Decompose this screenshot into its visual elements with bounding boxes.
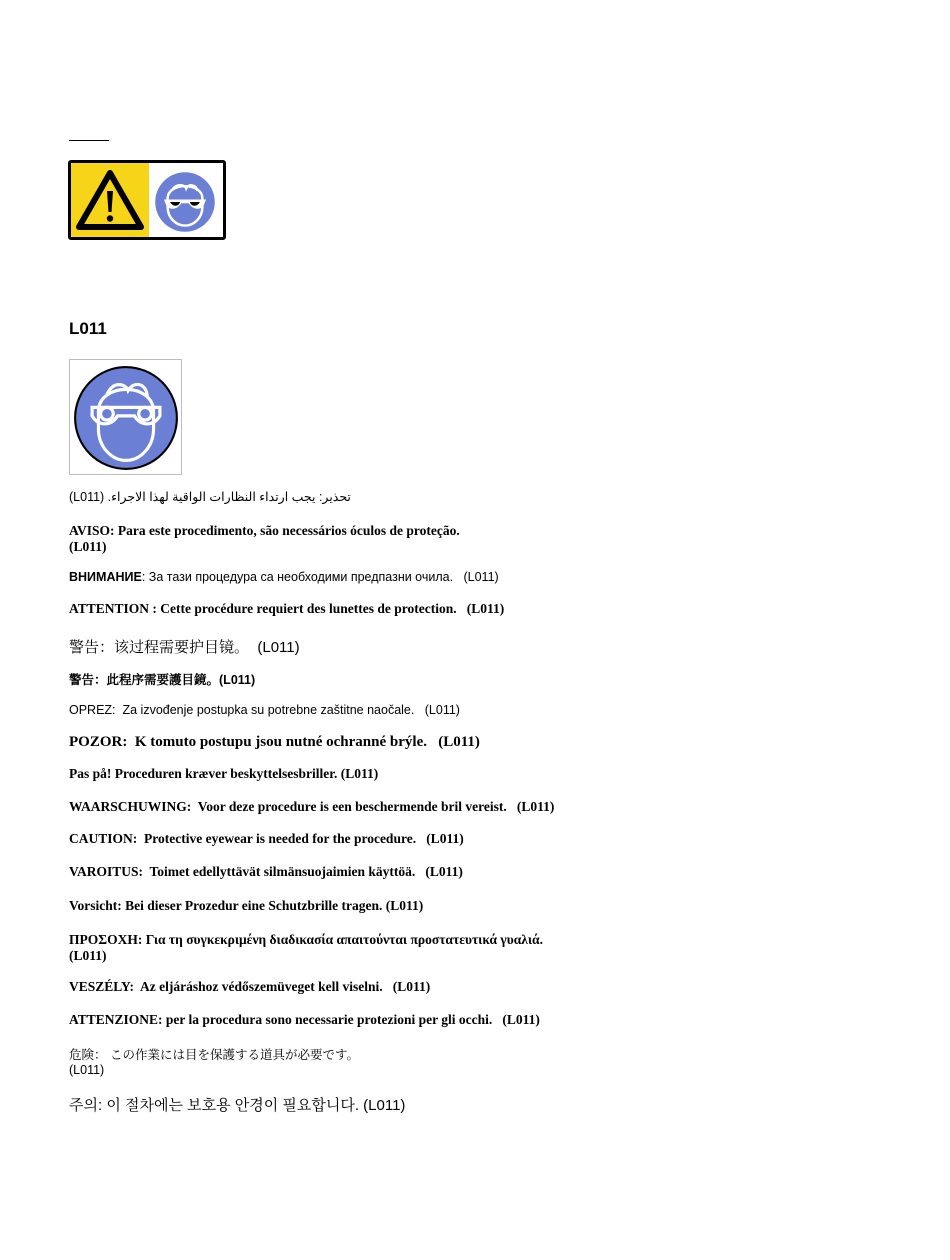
warning-statement-zh-cn	[69, 636, 300, 657]
statement-text: K tomuto postupu jsou nutné ochranné brýle. (L011)	[127, 734, 480, 750]
safety-label	[68, 160, 226, 240]
statement-label: ΠΡΟΣΟΧΗ:	[69, 932, 143, 947]
statement-text: per la procedura sono necessarie protezioni per gli occhi. (L011)	[162, 1012, 540, 1027]
warning-statement-ko	[69, 1094, 405, 1115]
warning-statement-hu	[69, 979, 430, 995]
statement-text: Protective eyewear is needed for the procedure. (L011)	[137, 831, 464, 846]
statement-code: (L011)	[69, 948, 107, 963]
statement-label: ATTENTION :	[69, 601, 157, 616]
warning-statement-bg	[69, 570, 499, 584]
statement-text: Voor deze procedure is een beschermende bril vereist. (L011)	[191, 799, 555, 814]
statement-label: WAARSCHUWING:	[69, 799, 192, 814]
warning-statement-en	[69, 831, 464, 847]
statement-code: (L011)	[69, 1063, 105, 1077]
statement-label: VESZÉLY:	[69, 979, 135, 994]
warning-statement-zh-tw	[69, 670, 255, 688]
goggles-symbol-frame	[69, 359, 182, 475]
statement-text: (L011) .تحذير: يجب ارتداء النظارات الواقية لهذا الاجراء	[69, 490, 351, 504]
statement-text: : За тази процедура са необходими предпазни очила. (L011)	[141, 570, 499, 584]
statement-text: 该过程需要护目镜。 (L011)	[114, 639, 300, 656]
statement-label: 주의:	[69, 1097, 103, 1114]
warning-triangle-icon	[75, 167, 145, 233]
statement-text: 此程序需要護目鏡。(L011)	[106, 673, 256, 687]
warning-statement-hr	[69, 703, 460, 717]
statement-label: POZOR:	[69, 734, 128, 750]
warning-statement-ar	[69, 489, 351, 504]
statement-label: AVISO:	[69, 523, 115, 538]
statement-text: Για τη συγκεκριμένη διαδικασία απαιτούνται προστατευτικά γυαλιά.	[142, 932, 543, 947]
document-heading: L011	[69, 319, 107, 338]
warning-statement-el	[69, 932, 543, 964]
statement-label: ВНИМАНИЕ	[69, 570, 142, 584]
statement-label: 警告：	[69, 673, 107, 687]
statement-label: 警告：	[69, 639, 115, 656]
statement-text: Bei dieser Prozedur eine Schutzbrille tragen. (L011)	[121, 898, 424, 913]
warning-statement-da	[69, 766, 378, 782]
safety-goggles-icon	[154, 171, 216, 233]
statement-label: 危険：	[69, 1048, 107, 1062]
statement-text: Toimet edellyttävät silmänsuojaimien käyttöä. (L011)	[143, 864, 463, 879]
statement-text: Za izvođenje postupka su potrebne zaštitne naočale. (L011)	[115, 703, 460, 717]
warning-statement-fr	[69, 601, 504, 617]
warning-statement-pt	[69, 523, 460, 555]
statement-text: 이 절차에는 보호용 안경이 필요합니다. (L011)	[102, 1097, 406, 1114]
warning-statement-ja	[69, 1045, 359, 1077]
statement-code: (L011)	[69, 539, 107, 554]
warning-statement-fi	[69, 864, 463, 880]
statement-label: Pas på!	[69, 766, 112, 781]
statement-text: Proceduren kræver beskyttelsesbriller. (L011)	[111, 766, 379, 781]
statement-text: Az eljáráshoz védőszemüveget kell viselni. (L011)	[134, 979, 431, 994]
statement-label: CAUTION:	[69, 831, 138, 846]
statement-label: Vorsicht:	[69, 898, 122, 913]
warning-statement-cs	[69, 734, 480, 751]
statement-label: ATTENZIONE:	[69, 1012, 163, 1027]
top-rule	[69, 140, 109, 141]
statement-text: Cette procédure requiert des lunettes de protection. (L011)	[156, 601, 505, 616]
statement-text: Para este procedimento, são necessários óculos de proteção.	[114, 523, 460, 538]
warning-statement-de	[69, 898, 423, 914]
statement-text: この作業には目を保護する道具が必要です。	[106, 1048, 359, 1062]
statement-label: OPREZ:	[69, 703, 116, 717]
warning-statement-it	[69, 1012, 540, 1028]
warning-statement-nl	[69, 799, 554, 815]
statement-label: VAROITUS:	[69, 864, 144, 879]
safety-goggles-icon	[73, 365, 179, 471]
